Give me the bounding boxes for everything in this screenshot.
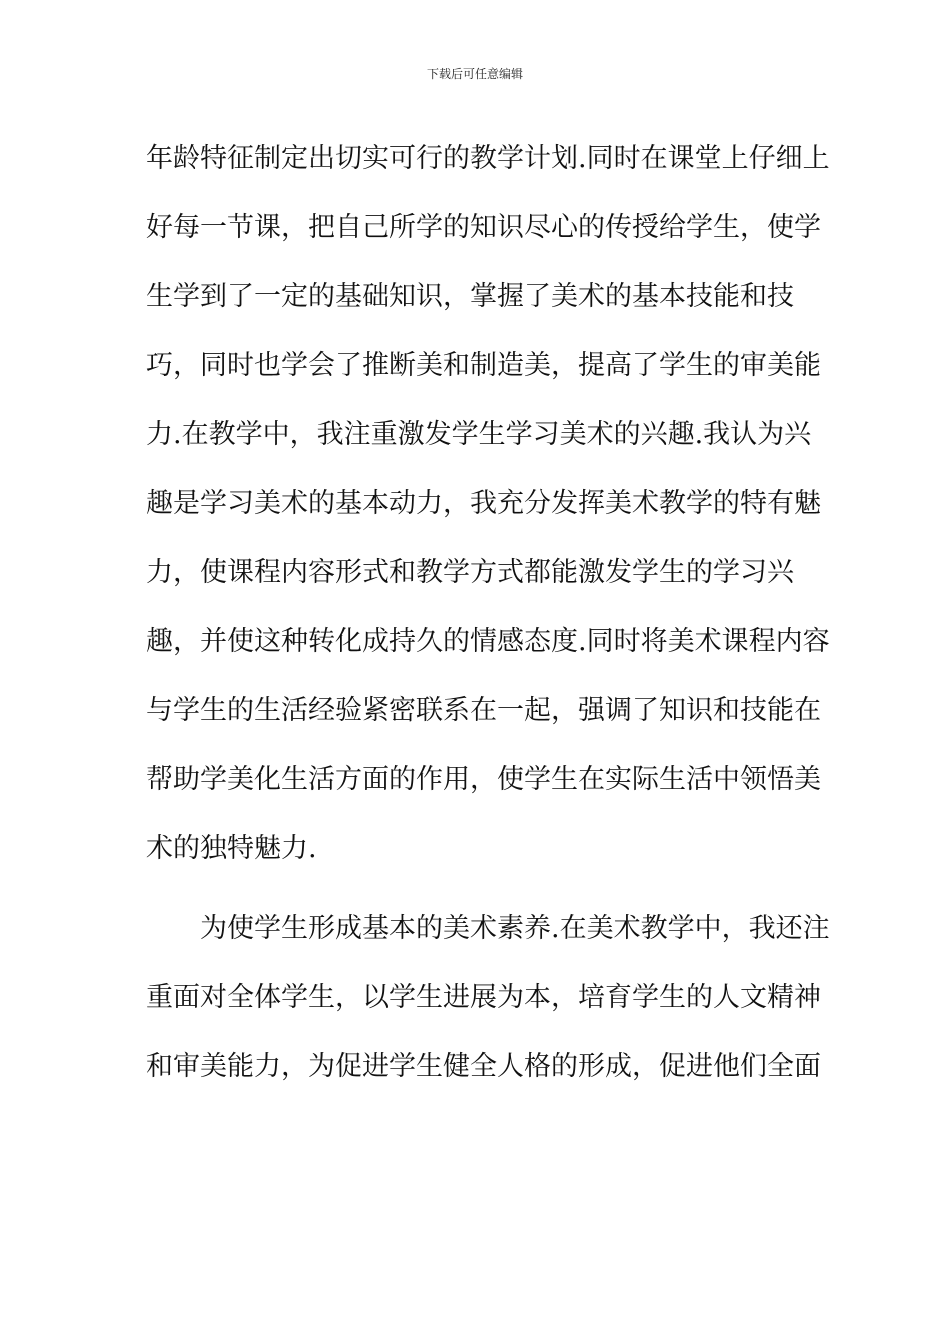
- text-line: 帮助学美化生活方面的作用，使学生在实际生活中领悟美: [146, 764, 821, 795]
- text-line: 术的独特魅力.: [146, 833, 317, 864]
- text-line: 和审美能力，为促进学生健全人格的形成，促进他们全面: [146, 1051, 821, 1082]
- text-line: 力.在教学中，我注重激发学生学习美术的兴趣.我认为兴: [146, 419, 812, 450]
- document-body: [146, 130, 830, 1096]
- text-line: 巧，同时也学会了推断美和制造美，提高了学生的审美能: [146, 350, 821, 381]
- page-header: 下载后可任意编辑: [426, 67, 523, 81]
- text-line: 生学到了一定的基础知识，掌握了美术的基本技能和技: [146, 281, 794, 312]
- text-line: 重面对全体学生，以学生进展为本，培育学生的人文精神: [146, 982, 821, 1013]
- text-line: 力，使课程内容形式和教学方式都能激发学生的学习兴: [146, 557, 794, 588]
- text-line: 年龄特征制定出切实可行的教学计划.同时在课堂上仔细上: [146, 143, 830, 174]
- text-line: 与学生的生活经验紧密联系在一起，强调了知识和技能在: [146, 695, 821, 726]
- text-line: 好每一节课，把自己所学的知识尽心的传授给学生，使学: [146, 212, 821, 243]
- text-line: 趣是学习美术的基本动力，我充分发挥美术教学的特有魅: [146, 488, 821, 519]
- text-line: 趣，并使这种转化成持久的情感态度.同时将美术课程内容: [146, 626, 830, 657]
- text-line: 为使学生形成基本的美术素养.在美术教学中，我还注: [146, 913, 830, 944]
